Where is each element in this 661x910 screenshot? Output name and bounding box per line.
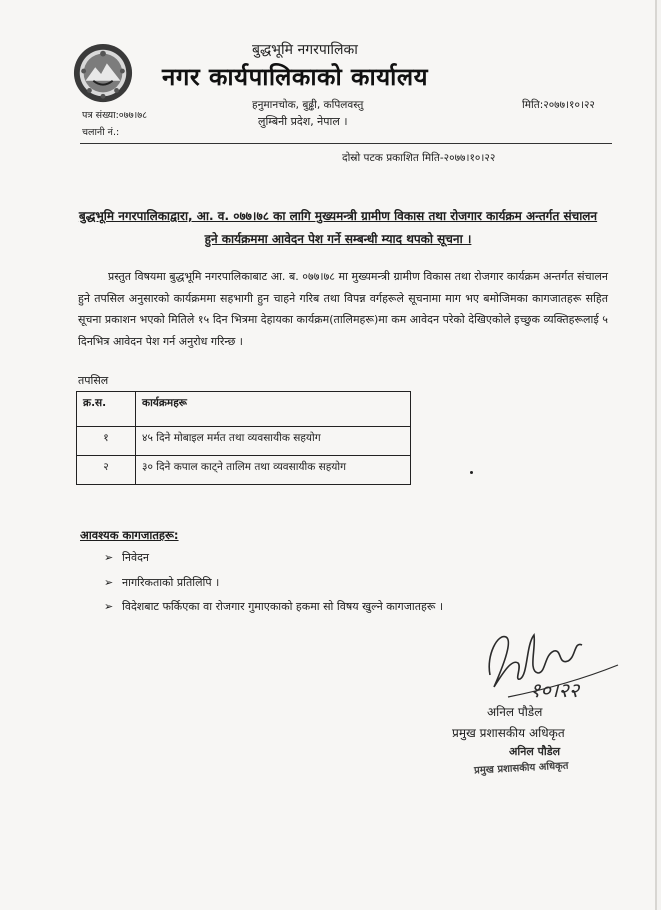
notice-body: प्रस्तुत विषयमा बुद्धभूमि नगरपालिकाबाट आ. ब. ०७७।७८ मा मुख्यमन्त्री ग्रामीण विकास तथा रोजगार कार्यक्रम अन्तर्गत संचालन हुने तपसिल अनुसारको कार्यक्रममा सहभागी हुन चाहने गरिब तथा विपन्न वर्गहरूले सूचनामा माग भए बमोजिमका कागजातहरू सहित सूचना प्रकाशन भएको मितिले १५ दिन भित्रमा देहायका कार्यक्रम(तालिमहरू)मा कम आवेदन परेको देखिएकोले इच्छुक व्यक्तिहरूलाई ५ दिनभित्र आवेदन पेश गर्न अनुरोध गरिन्छ ।: [78, 270, 608, 348]
table-row: [77, 427, 411, 456]
column-header-sn: क्र.स.: [77, 392, 136, 427]
reference-number: पत्र संख्या:०७७।७८: [82, 110, 148, 121]
document-item-text: नागरिकताको प्रतिलिपि ।: [122, 576, 220, 589]
signature-date: १०।२२: [530, 678, 580, 702]
signatory-title: प्रमुख प्रशासकीय अधिकृत: [452, 726, 565, 740]
dispatch-number: चलानी नं.:: [82, 127, 120, 138]
notice-subject: [78, 205, 598, 251]
arrow-bullet-icon: ➢: [104, 600, 114, 613]
nepal-government-emblem: [72, 42, 134, 104]
stray-mark: [470, 471, 473, 474]
header-divider: [80, 143, 612, 144]
arrow-bullet-icon: ➢: [104, 551, 114, 564]
program-table: [76, 391, 411, 485]
office-title: नगर कार्यपालिकाको कार्यालय: [162, 63, 429, 91]
signatory-name: अनिल पौडेल: [487, 705, 543, 719]
row-program: ३० दिने कपाल काट्ने तालिम तथा व्यवसायीक सहयोग: [136, 456, 411, 485]
address-line-1: हनुमानचोक, बुढ्ढी, कपिलवस्तु: [252, 99, 364, 111]
list-item: [104, 550, 149, 565]
row-sn: २: [77, 456, 136, 485]
stamp-title: प्रमुख प्रशासकीय अधिकृत: [473, 760, 569, 777]
municipality-name: बुद्धभूमि नगरपालिका: [252, 42, 358, 58]
letter-date: मिति:२०७७।१०।२२: [522, 99, 595, 111]
list-item: [104, 575, 219, 590]
address-line-2: लुम्बिनी प्रदेश, नेपाल ।: [258, 115, 348, 128]
document-item-text: विदेशबाट फर्किएका वा रोजगार गुमाएकाको हकमा सो विषय खुल्ने कागजातहरू ।: [122, 600, 444, 613]
list-item: [104, 599, 443, 614]
schedule-label: तपसिल: [78, 374, 109, 387]
table-header-row: [77, 392, 411, 427]
table-row: [77, 456, 411, 485]
handwritten-signature: [478, 615, 628, 715]
column-header-programs: कार्यक्रमहरू: [136, 392, 411, 427]
row-program: ४५ दिने मोबाइल मर्मत तथा व्यवसायीक सहयोग: [136, 427, 411, 456]
document-item-text: निवेदन: [122, 551, 150, 564]
arrow-bullet-icon: ➢: [104, 576, 114, 589]
reissue-note: दोस्रो पटक प्रकाशित मिति-२०७७।१०।२२: [342, 152, 496, 164]
required-documents-title: आवश्यक कागजातहरू:: [80, 528, 179, 542]
notice-subject-text: बुद्धभूमि नगरपालिकाद्वारा, आ. व. ०७७।७८ का लागि मुख्यमन्त्री ग्रामीण विकास तथा रोजगार कार्यक्रम अन्तर्गत संचालन हुने कार्यक्रममा आवेदन पेश गर्ने सम्बन्धी म्याद थपको सूचना ।: [78, 209, 598, 246]
stamp-name: अनिल पौडेल: [509, 745, 561, 758]
row-sn: १: [77, 427, 136, 456]
